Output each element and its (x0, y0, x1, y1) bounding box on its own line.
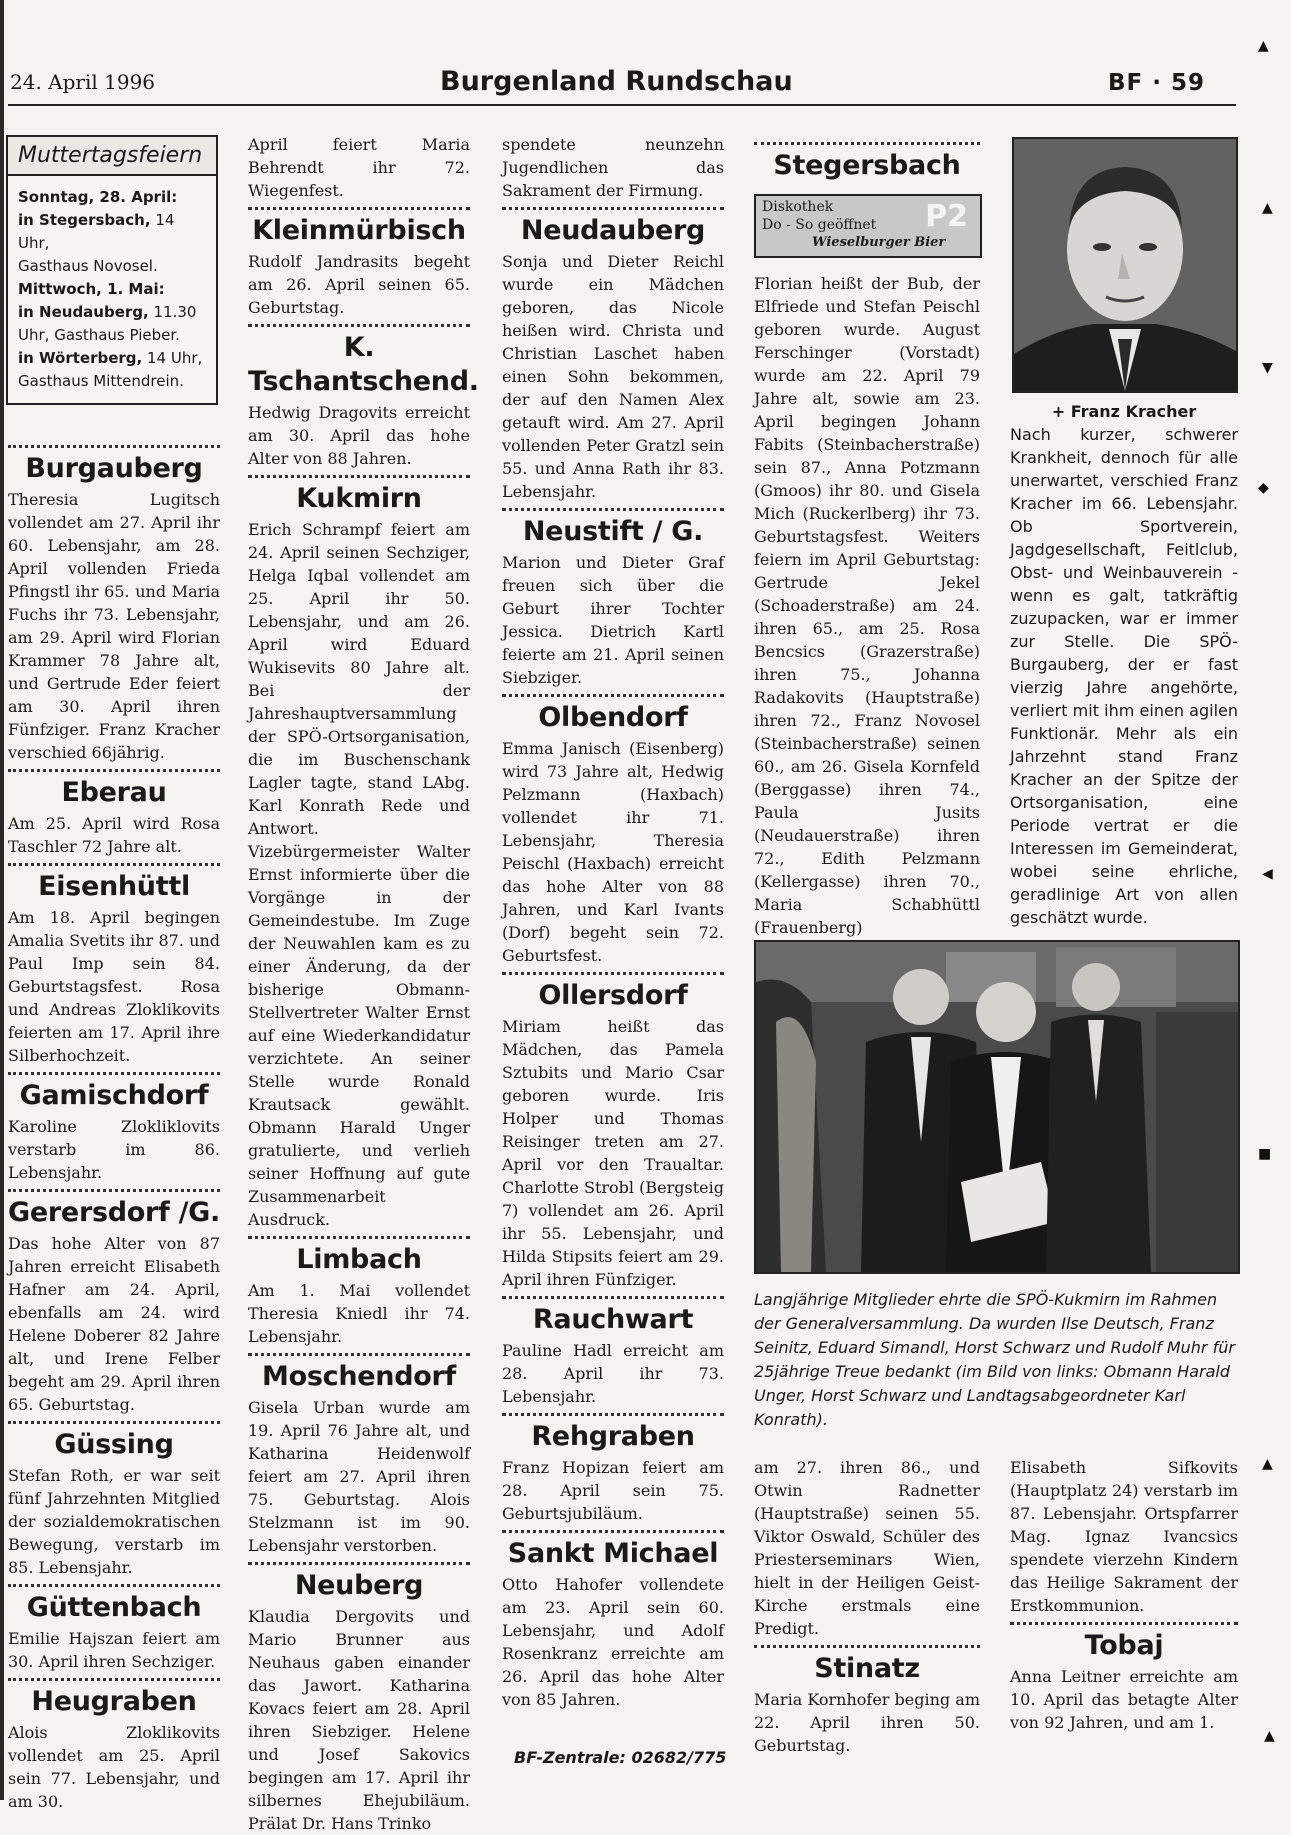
section-heading-moschendorf: Moschendorf (262, 1361, 456, 1392)
section-text: Anna Leitner erreichte am 10. April das betagte Alter von 92 Jahren, und am 1. (1010, 1667, 1238, 1732)
muttertag-line-bold: in Stegersbach, (18, 211, 151, 229)
divider (8, 1421, 220, 1424)
column-4-text (754, 272, 980, 939)
muttertag-line-text: Gasthaus Mittendrein. (18, 372, 184, 390)
muttertag-line-bold: Sonntag, 28. April: (18, 188, 178, 206)
disco-ad (754, 194, 982, 258)
obituary-title: + Franz Kracher (1051, 402, 1197, 421)
divider (8, 445, 220, 448)
muttertag-body (8, 176, 216, 403)
column-5-bottom (1010, 1456, 1238, 1734)
section-heading-sankt-michael: Sankt Michael (507, 1538, 719, 1569)
divider (502, 207, 724, 210)
section-text: Marion und Dieter Graf freuen sich über die Geburt ihrer Tochter Jessica. Dietrich Kartl feierte am 21. April seinen Siebziger. (502, 553, 724, 687)
divider (248, 1562, 470, 1565)
section-heading-limbach: Limbach (296, 1244, 422, 1275)
muttertag-line-text: 11.30 (148, 303, 197, 321)
section-heading-burgauberg: Burgauberg (25, 453, 203, 484)
section-text: Klaudia Dergovits und Mario Brunner aus Neuhaus gaben einander das Jawort. Katharina Kovacs feiert am 28. April ihren Siebziger. Helene und Josef Sakovics begingen am 17. April ihr silbernes Ehejubiläum. Prälat Dr. Hans Trinko (248, 1607, 470, 1833)
divider (502, 1530, 724, 1533)
section-text: Am 25. April wird Rosa Taschler 72 Jahre alt. (8, 814, 220, 856)
section-heading-güttenbach: Güttenbach (26, 1592, 202, 1623)
page-edge (0, 0, 4, 1800)
portrait-illustration (1014, 139, 1236, 391)
muttertag-line (18, 347, 206, 370)
divider (248, 1236, 470, 1239)
group-photo-illustration (756, 942, 1238, 1272)
divider (248, 475, 470, 478)
muttertag-line-bold: in Wörterberg, (18, 349, 143, 367)
section-heading-rauchwart: Rauchwart (532, 1304, 694, 1335)
column-1 (8, 440, 220, 1813)
divider (8, 1584, 220, 1587)
margin-mark: ▼ (1262, 360, 1273, 376)
section-heading-güssing: Güssing (54, 1429, 174, 1460)
ad-logo: P2 (925, 199, 968, 234)
section-text: Pauline Hadl erreicht am 28. April ihr 73. Lebensjahr. (502, 1341, 724, 1406)
margin-mark: ◆ (1258, 480, 1269, 496)
group-photo (754, 940, 1240, 1274)
section-heading-neudauberg: Neudauberg (520, 215, 706, 246)
divider (8, 1189, 220, 1192)
section-text: Emma Janisch (Eisenberg) wird 73 Jahre alt, Hedwig Pelzmann (Haxbach) vollendet ihr 71. Lebensjahr, Theresia Peischl (Haxbach) erreicht das hohe Alter von 88 Jahren, und Karl Ivants (Dorf) begeht sein 72. Geburtsfest. (502, 739, 724, 965)
muttertag-line-text: 14 Uhr, (142, 349, 203, 367)
muttertag-line (18, 370, 206, 393)
section-text: Theresia Lugitsch vollendet am 27. April ihr 60. Lebensjahr, am 28. April vollenden Frieda Pfingstl ihr 65. und Maria Fuchs ihr 73. Lebensjahr, am 29. April wird Florian Krammer 78 Jahre alt, und Gertrude Eder feiert am 30. April ihren Fünfziger. Franz Kracher verschied 66jährig. (8, 490, 220, 762)
section-heading-kukmirn: Kukmirn (296, 483, 422, 514)
photo-caption: Langjährige Mitglieder ehrte die SPÖ-Kukmirn im Rahmen der Generalversammlung. Da wurden Ilse Deutsch, Franz Seinitz, Eduard Simandl, Horst Schwarz und Rudolf Muhr für 25jährige Treue bedankt (im Bild von links: Obmann Harald Unger, Horst Schwarz und Landtagsabgeordneter Karl Konrath). (754, 1290, 1235, 1429)
stegersbach-text: Florian heißt der Bub, der Elfriede und Stefan Peischl geboren wurde. August Ferschinger (Vorstadt) wurde am 22. April 79 Jahre alt, sowie am 23. April begingen Johann Fabits (Steinbacherstraße) sein 87., Anna Potzmann (Gmoos) ihr 80. und Gisela Mich (Ruckerlberg) ihr 73. Geburtstagsfest. Weiters feiern im April Geburtstag: Gertrude Jekel (Schoaderstraße) am 24. ihren 65., am 25. Rosa Bencsics (Grazerstraße) ihren 75., Johanna Radakovits (Hauptstraße) ihren 72., Franz Novosel (Steinbacherstraße) seinen 60., am 26. Gisela Kornfeld (Berggasse) ihren 74., Paula Jusits (Neudauerstraße) ihren 72., Edith Pelzmann (Kellergasse) ihren 70., Maria Schabhüttl (Frauenberg) (754, 274, 980, 937)
muttertag-line-bold: in Neudauberg, (18, 303, 149, 321)
section-text: Am 1. Mai vollendet Theresia Kniedl ihr 74. Lebensjahr. (248, 1281, 470, 1346)
margin-mark: ▲ (1258, 38, 1269, 54)
section-heading-eisenhüttl: Eisenhüttl (38, 871, 190, 902)
section-heading-rehgraben: Rehgraben (531, 1421, 695, 1452)
page-number: BF · 59 (1108, 70, 1206, 96)
section-heading-tobaj: Tobaj (1084, 1630, 1164, 1661)
divider (502, 694, 724, 697)
section-text: am 27. ihren 86., und Otwin Radnetter (Hauptstraße) seinen 55. Viktor Oswald, Schüler des Priesterseminars Wien, hielt in der Heiligen Geist-Kirche erstmals eine Predigt. (754, 1458, 980, 1638)
newspaper-title: Burgenland Rundschau (440, 66, 793, 97)
ad-line-2: Do - So geöffnet (762, 217, 877, 233)
section-text: Stefan Roth, er war seit fünf Jahrzehnten Mitglied der sozialdemokratischen Bewegung, verstarb im 85. Lebensjahr. (8, 1466, 220, 1577)
muttertag-line-bold: Mittwoch, 1. Mai: (18, 280, 165, 298)
divider (502, 508, 724, 511)
divider (248, 1353, 470, 1356)
section-heading-heugraben: Heugraben (31, 1686, 197, 1717)
section-heading-gerersdorf-g: Gerersdorf /G. (8, 1197, 220, 1228)
section-text: spendete neunzehn Jugendlichen das Sakrament der Firmung. (502, 135, 724, 200)
section-heading-stegersbach: Stegersbach (773, 150, 961, 181)
section-text: Sonja und Dieter Reichl wurde ein Mädchen geboren, das Nicole heißen wird. Christa und Christian Laschet haben einen Sohn bekommen, der auf den Namen Alex getauft wird. Am 27. April vollenden Peter Gratzl sein 55. und Anna Rath ihr 83. Lebensjahr. (502, 252, 724, 501)
section-heading-kleinmürbisch: Kleinmürbisch (252, 215, 466, 246)
divider (8, 1678, 220, 1681)
margin-mark: ▲ (1262, 200, 1273, 216)
section-text: Rudolf Jandrasits begeht am 26. April seinen 65. Geburtstag. (248, 252, 470, 317)
divider (248, 207, 470, 210)
muttertag-title: Muttertagsfeiern (8, 137, 216, 176)
section-text: Hedwig Dragovits erreicht am 30. April das hohe Alter von 88 Jahren. (248, 403, 470, 468)
issue-date: 24. April 1996 (10, 70, 156, 94)
section-text: Elisabeth Sifkovits (Hauptplatz 24) verstarb im 87. Lebensjahr. Ortspfarrer Mag. Ignaz Ivancsics spendete vierzehn Kindern das Heilige Sakrament der Erstkommunion. (1010, 1458, 1238, 1615)
column-4-top (754, 137, 980, 185)
section-text: Am 18. April begingen Amalia Svetits ihr 87. und Paul Imp sein 84. Geburtstagsfest. Rosa und Andreas Zloklikovits feierten am 17. April ihre Silberhochzeit. (8, 908, 220, 1065)
section-heading-gamischdorf: Gamischdorf (19, 1080, 209, 1111)
divider (502, 1413, 724, 1416)
divider (248, 324, 470, 327)
divider (754, 1645, 980, 1648)
section-heading-neustift-g: Neustift / G. (522, 516, 704, 547)
muttertag-line (18, 324, 206, 347)
section-text: Alois Zloklikovits vollendet am 25. April sein 77. Lebensjahr, und am 30. (8, 1723, 220, 1811)
margin-mark: ◀ (1262, 866, 1273, 882)
muttertag-line (18, 301, 206, 324)
section-text: Gisela Urban wurde am 19. April 76 Jahre alt, und Katharina Heidenwolf feiert am 27. April ihren 75. Geburtstag. Alois Stelzmann ist im 90. Lebensjahr verstorben. (248, 1398, 470, 1555)
margin-mark: ■ (1258, 1146, 1272, 1162)
divider (502, 1296, 724, 1299)
margin-mark: ▲ (1262, 1456, 1273, 1472)
section-text: April feiert Maria Behrendt ihr 72. Wiegenfest. (248, 135, 470, 200)
divider (1010, 1622, 1238, 1625)
margin-mark: ▲ (1264, 1728, 1275, 1744)
divider (8, 863, 220, 866)
muttertag-line (18, 186, 206, 209)
obituary-text: Nach kurzer, schwerer Krankheit, dennoch für alle unerwartet, verschied Franz Kracher im 66. Lebensjahr. Ob Sportverein, Jagdgesellschaft, Feitlclub, Obst- und Weinbauverein - wenn es galt, tatkräftig zuzupacken, war er immer zur Stelle. Die SPÖ-Burgauberg, der er fast vierzig Jahre angehörte, verliert mit ihm einen agilen Funktionär. Mehr als ein Jahrzehnt stand Franz Kracher an der Spitze der Ortsorganisation, eine Periode vertrat er die Interessen im Gemeinderat, wobei seine ehrliche, geradlinige Art von allen geschätzt wurde. (1010, 425, 1238, 927)
muttertag-line-text: Gasthaus Novosel. (18, 257, 158, 275)
section-text: Das hohe Alter von 87 Jahren erreicht Elisabeth Hafner am 24. April, ebenfalls am 24. wird Helene Doberer 82 Jahre alt, und Irene Felber begeht am 29. April ihren 65. Geburtstag. (8, 1234, 220, 1414)
section-heading-k-tschantschend: K. Tschantschend. (248, 332, 479, 397)
muttertag-line-text: Uhr, Gasthaus Pieber. (18, 326, 180, 344)
muttertag-line (18, 209, 206, 255)
section-text: Maria Kornhofer beging am 22. April ihren 50. Geburtstag. (754, 1690, 980, 1755)
section-heading-ollersdorf: Ollersdorf (538, 980, 688, 1011)
column-3 (502, 133, 724, 1711)
obituary-kracher (1010, 400, 1238, 929)
divider (8, 769, 220, 772)
column-2 (248, 133, 479, 1835)
muttertag-box (6, 135, 218, 405)
section-heading-eberau: Eberau (61, 777, 167, 808)
section-heading-neuberg: Neuberg (294, 1570, 424, 1601)
ad-line-3: Wieselburger Bier (812, 235, 946, 250)
section-heading-stinatz: Stinatz (814, 1653, 920, 1684)
section-text: Karoline Zlokliklovits verstarb im 86. Lebensjahr. (8, 1117, 220, 1182)
divider (754, 142, 980, 145)
muttertag-line-text: 14 Uhr, (18, 211, 175, 252)
column-4-bottom (754, 1456, 980, 1757)
section-text: Miriam heißt das Mädchen, das Pamela Sztubits und Mario Csar geboren wurde. Iris Holper und Thomas Reisinger treten am 27. April vor den Traualtar. Charlotte Strobl (Bergsteig 7) vollendet am 26. April ihr 55. Lebensjahr, und Hilda Stipsits feiert am 29. April ihren Fünfziger. (502, 1017, 724, 1289)
section-text: Franz Hopizan feiert am 28. April sein 75. Geburtsjubiläum. (502, 1458, 724, 1523)
muttertag-line (18, 278, 206, 301)
masthead-rule (8, 104, 1236, 106)
section-text: Erich Schrampf feiert am 24. April seinen Sechziger, Helga Iqbal vollendet am 25. April ihr 50. Lebensjahr, und am 26. April wird Eduard Wukisevits 80 Jahre alt. Bei der Jahreshauptversammlung der SPÖ-Ortsorganisation, die im Buschenschank Lagler tagte, stand LAbg. Karl Konrath Rede und Antwort. Vizebürgermeister Walter Ernst informierte über die Vorgänge in der Gemeindestube. Im Zuge der Neuwahlen kam es zu einer Änderung, da der bisherige Obmann-Stellvertreter Walter Ernst auf eine Wiederkandidatur verzichtete. An seiner Stelle wurde Ronald Krautsack gewählt. Obmann Harald Unger gratulierte, und verlieh seiner Hoffnung auf gute Zusammenarbeit Ausdruck. (248, 520, 470, 1229)
footer-note: BF-Zentrale: 02682/775 (514, 1748, 727, 1767)
section-text: Otto Hahofer vollendete am 23. April sein 60. Lebensjahr, und Adolf Rosenkranz erreichte am 26. April das hohe Alter von 85 Jahren. (502, 1575, 724, 1709)
section-heading-olbendorf: Olbendorf (538, 702, 688, 733)
ad-line-1: Diskothek (762, 199, 834, 215)
section-text: Emilie Hajszan feiert am 30. April ihren Sechziger. (8, 1629, 220, 1671)
portrait-photo (1012, 137, 1238, 393)
divider (502, 972, 724, 975)
muttertag-line (18, 255, 206, 278)
divider (8, 1072, 220, 1075)
